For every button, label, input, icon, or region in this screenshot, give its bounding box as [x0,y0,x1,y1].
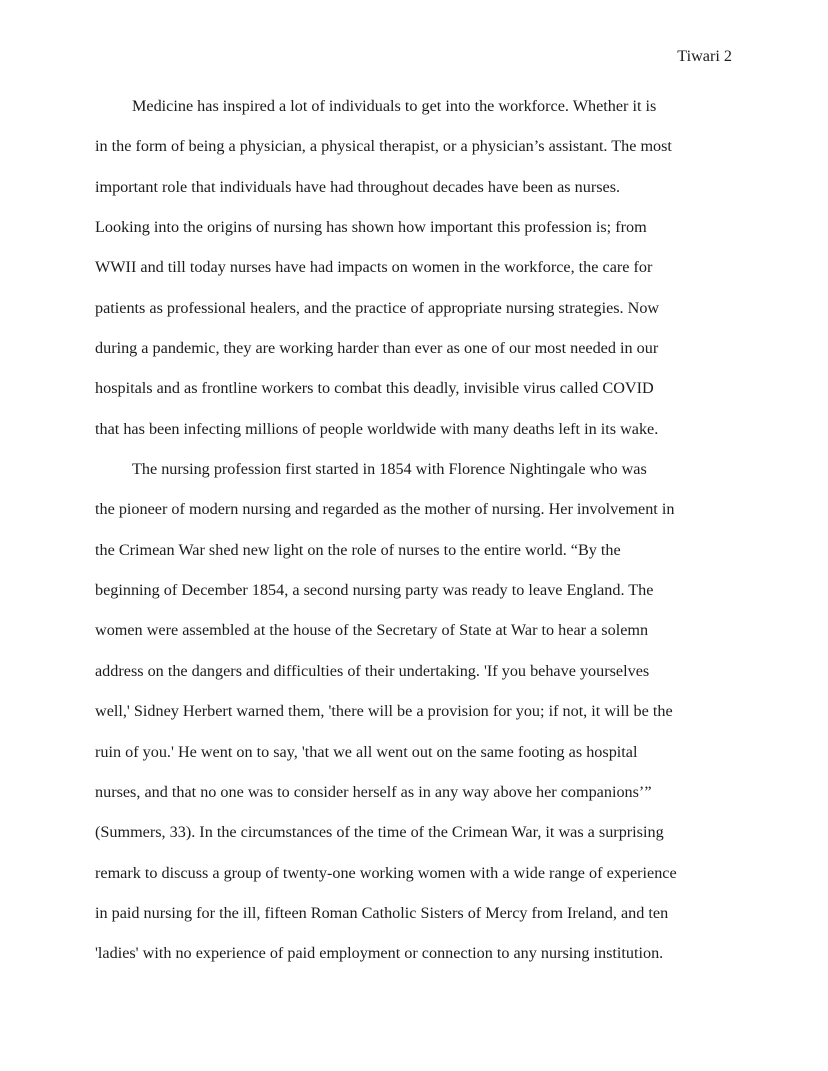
text-line: remark to discuss a group of twenty-one working women with a wide range of experience [95,863,677,882]
text-line: the pioneer of modern nursing and regarded as the mother of nursing. Her involvement in [95,500,675,519]
text-line: women were assembled at the house of the Secretary of State at War to hear a solemn [95,621,649,640]
text-line: 'ladies' with no experience of paid employment or connection to any nursing institution. [95,944,664,963]
page-header [677,46,732,66]
running-head-page-number: Tiwari 2 [677,47,732,65]
paragraph [95,449,755,973]
text-line: WWII and till today nurses have had impacts on women in the workforce, the care for [95,258,653,277]
text-line: beginning of December 1854, a second nursing party was ready to leave England. The [95,581,654,600]
text-line: the Crimean War shed new light on the role of nurses to the entire world. “By the [95,540,621,559]
text-line: that has been infecting millions of people worldwide with many deaths left in its wake. [95,419,659,438]
text-line: patients as professional healers, and the practice of appropriate nursing strategies. Now [95,298,660,317]
text-line: in paid nursing for the ill, fifteen Roman Catholic Sisters of Mercy from Ireland, and ten [95,903,669,922]
document-body [95,86,755,974]
text-line: hospitals and as frontline workers to combat this deadly, invisible virus called COVID [95,379,654,398]
text-line: ruin of you.' He went on to say, 'that we all went out on the same footing as hospital [95,742,638,761]
text-line: nurses, and that no one was to consider herself as in any way above her companions’” [95,782,652,801]
text-line: (Summers, 33). In the circumstances of the time of the Crimean War, it was a surprising [95,823,664,842]
text-line: The nursing profession first started in 1854 with Florence Nightingale who was [132,460,647,479]
text-line: Looking into the origins of nursing has shown how important this profession is; from [95,218,647,237]
text-line: Medicine has inspired a lot of individuals to get into the workforce. Whether it is [132,97,657,115]
paragraph [95,86,755,449]
text-line: in the form of being a physician, a physical therapist, or a physician’s assistant. The most [95,137,672,156]
text-line: during a pandemic, they are working harder than ever as one of our most needed in our [95,339,659,358]
text-line: important role that individuals have had throughout decades have been as nurses. [95,177,621,196]
text-line: address on the dangers and difficulties of their undertaking. 'If you behave yourselves [95,661,650,680]
text-line: well,' Sidney Herbert warned them, 'there will be a provision for you; if not, it will be the [95,702,673,721]
